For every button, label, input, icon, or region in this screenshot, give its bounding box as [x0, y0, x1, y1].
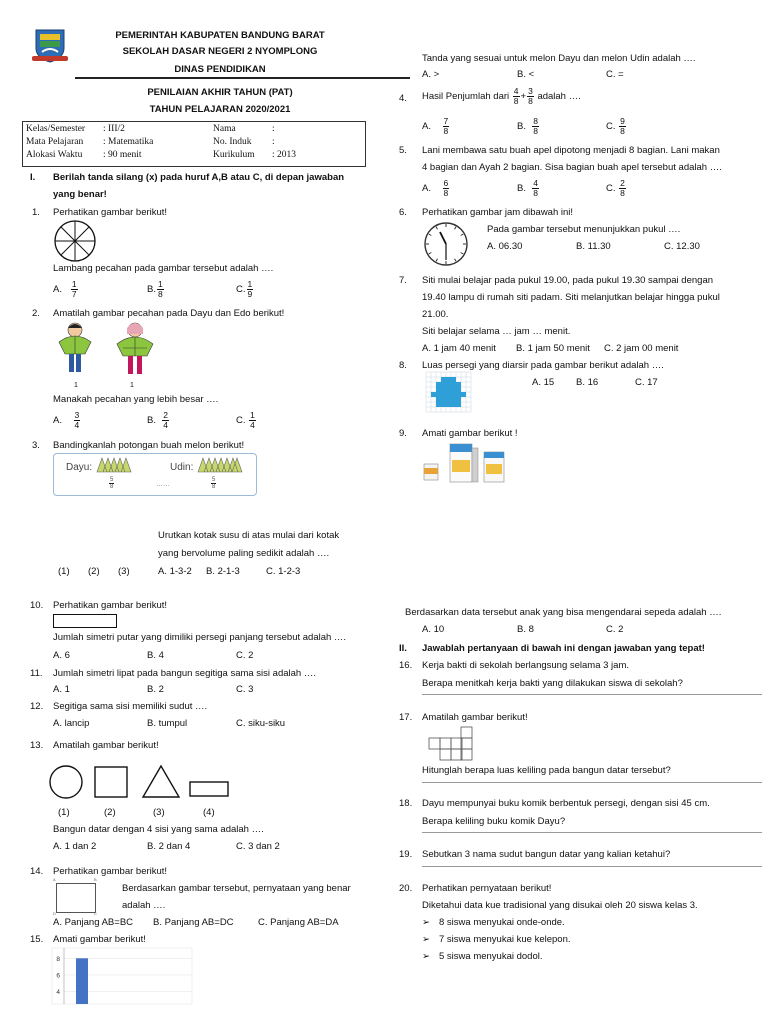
udin-fraction: $\frac{5}{8}$: [212, 477, 216, 490]
q14-option-c[interactable]: C. Panjang AB=DA: [258, 917, 339, 928]
q10-text: Perhatikan gambar berikut!: [53, 600, 168, 611]
q2-option-c[interactable]: C. $\frac{1}{4}$: [236, 410, 255, 430]
q7-number: 7.: [399, 275, 407, 286]
q14-text: Perhatikan gambar berikut!: [53, 866, 168, 877]
q13-option-c[interactable]: C. 3 dan 2: [236, 841, 280, 852]
q6-option-b[interactable]: B. 11.30: [576, 241, 611, 252]
kurikulum-label: Kurikulum: [213, 150, 255, 160]
q13-text: Amatilah gambar berikut!: [53, 740, 159, 751]
q9-number: 9.: [399, 428, 407, 439]
q2-option-a[interactable]: A. $\frac{3}{4}$: [53, 410, 80, 430]
q14-line1: Berdasarkan gambar tersebut, pernyataan yang benar: [122, 883, 351, 894]
q10-option-a[interactable]: A. 6: [53, 650, 70, 661]
school-logo: [30, 26, 70, 64]
q2-small-label1: 1: [74, 382, 78, 389]
q2-option-b[interactable]: B. $\frac{2}{4}$: [147, 410, 168, 430]
header-line2: SEKOLAH DASAR NEGERI 2 NYOMPLONG: [122, 46, 318, 57]
section2-text: Jawablah pertanyaan di bawah ini dengan jawaban yang tepat!: [422, 643, 705, 654]
squares-net-figure: [428, 726, 474, 767]
q15-number: 15.: [30, 934, 44, 945]
exam-year: TAHUN PELAJARAN 2020/2021: [149, 104, 291, 115]
q4-text: Hasil Penjumlah dari $\frac{4}{8}$ + $\frac{3}{8}$ adalah ….: [422, 86, 581, 106]
compare-dots: ……: [156, 481, 170, 488]
header-line3: DINAS PENDIDIKAN: [174, 64, 266, 75]
q17-question: Hitunglah berapa luas keliling pada bangun datar tersebut?: [422, 765, 671, 776]
q4-number: 4.: [399, 93, 407, 104]
mapel-label: Mata Pelajaran: [26, 137, 84, 147]
q9-option-b[interactable]: B. 2-1-3: [206, 566, 240, 577]
q20-bullet-3: ➢: [422, 951, 430, 962]
q13-option-b[interactable]: B. 2 dan 4: [147, 841, 191, 852]
chart-frame: [52, 948, 192, 1004]
q15-option-b[interactable]: B. 8: [517, 624, 534, 635]
q20-item-3: 5 siswa menyukai dodol.: [439, 951, 543, 962]
point-c-label: C: [94, 911, 97, 916]
q16-line1: Kerja bakti di sekolah berlangsung selama 3 jam.: [422, 660, 630, 671]
dayu-fraction: $\frac{5}{8}$: [110, 477, 114, 490]
q11-option-c[interactable]: C. 3: [236, 684, 254, 695]
q1-option-b[interactable]: B. $\frac{1}{8}$: [147, 279, 163, 299]
q7-line3: 21.00.: [422, 309, 449, 320]
q10-number: 10.: [30, 600, 44, 611]
q17-text: Amatilah gambar berikut!: [422, 712, 528, 723]
q7-option-b[interactable]: B. 1 jam 50 menit: [516, 343, 590, 354]
mapel-value: : Matematika: [103, 137, 154, 147]
nama-value: :: [272, 124, 275, 134]
q12-option-a[interactable]: A. lancip: [53, 718, 90, 729]
q20-bullet-1: ➢: [422, 917, 430, 928]
q13-number: 13.: [30, 740, 44, 751]
udin-label: Udin:: [170, 462, 194, 473]
q7-option-a[interactable]: A. 1 jam 40 menit: [422, 343, 496, 354]
induk-label: No. Induk: [213, 137, 252, 147]
pie-circle-figure: [53, 219, 97, 266]
q20-item-1: 8 siswa menyukai onde-onde.: [439, 917, 565, 928]
q9-option-a[interactable]: A. 1-3-2: [158, 566, 192, 577]
kelas-label: Kelas/Semester: [26, 124, 86, 134]
q16-line2: Berapa menitkah kerja bakti yang dilakukan siswa di sekolah?: [422, 678, 683, 689]
q8-option-c[interactable]: C. 17: [635, 377, 658, 388]
q15-text: Amati gambar berikut!: [53, 934, 146, 945]
q11-option-a[interactable]: A. 1: [53, 684, 70, 695]
q7-line4: Siti belajar selama … jam … menit.: [422, 326, 571, 337]
q14-option-a[interactable]: A. Panjang AB=BC: [53, 917, 134, 928]
bar-chart-svg: [52, 948, 192, 1004]
q11-text: Jumlah simetri lipat pada bangun segitiga sama sisi adalah ….: [53, 668, 316, 679]
q15-option-a[interactable]: A. 10: [422, 624, 445, 635]
q12-option-c[interactable]: C. siku-siku: [236, 718, 286, 729]
q14-option-b[interactable]: B. Panjang AB=DC: [153, 917, 234, 928]
q9-text: Amati gambar berikut !: [422, 428, 518, 439]
q8-option-a[interactable]: A. 15: [532, 377, 555, 388]
q2-number: 2.: [32, 308, 40, 319]
q7-line1: Siti mulai belajar pada pukul 19.00, pada pukul 19.30 sampai dengan: [422, 275, 714, 286]
q18-line1: Dayu mempunyai buku komik berbentuk persegi, dengan sisi 45 cm.: [422, 798, 710, 809]
kelas-value: : III/2: [103, 124, 125, 134]
q8-option-b[interactable]: B. 16: [576, 377, 599, 388]
shapes-figure: [48, 764, 238, 803]
q19-text: Sebutkan 3 nama sudut bangun datar yang kalian ketahui?: [422, 849, 671, 860]
q19-number: 19.: [399, 849, 413, 860]
q4-option-c[interactable]: C. $\frac{9}{8}$: [606, 116, 625, 136]
q13-question: Bangun datar dengan 4 sisi yang sama adalah ….: [53, 824, 264, 835]
q1-number: 1.: [32, 207, 40, 218]
q14-line2: adalah ….: [122, 900, 166, 911]
nama-label: Nama: [213, 124, 236, 134]
q8-text: Luas persegi yang diarsir pada gambar berikut adalah ….: [422, 360, 664, 371]
point-b-label: B: [94, 877, 97, 882]
q9-label2: (2): [88, 566, 100, 577]
q20-line2: Diketahui data kue tradisional yang disukai oleh 20 siswa kelas 3.: [422, 900, 698, 911]
q16-answer-line[interactable]: [422, 694, 762, 695]
q2-small-label2: 1: [130, 382, 134, 389]
q12-option-b[interactable]: B. tumpul: [147, 718, 188, 729]
q13-label3: (3): [153, 807, 165, 818]
abcd-rectangle-figure: [56, 883, 96, 913]
q18-number: 18.: [399, 798, 413, 809]
q5-option-a[interactable]: A. $\frac{6}{8}$: [422, 178, 449, 198]
q10-question: Jumlah simetri putar yang dimiliki persegi panjang tersebut adalah ….: [53, 632, 347, 643]
q9-label1: (1): [58, 566, 70, 577]
q3-text: Bandingkanlah potongan buah melon berikut!: [53, 440, 245, 451]
q5-line1: Lani membawa satu buah apel dipotong menjadi 8 bagian. Lani makan: [422, 145, 720, 156]
q12-number: 12.: [30, 701, 44, 712]
section1-text1: Berilah tanda silang (x) pada huruf A,B atau C, di depan jawaban: [53, 172, 345, 183]
chart-y-tick-label: 8: [56, 955, 60, 963]
q20-bullet-2: ➢: [422, 934, 430, 945]
q20-number: 20.: [399, 883, 413, 894]
q13-label2: (2): [104, 807, 116, 818]
q1-text: Perhatikan gambar berikut!: [53, 207, 168, 218]
q1-option-a[interactable]: A. $\frac{1}{7}$: [53, 279, 77, 299]
q15-question: Berdasarkan data tersebut anak yang bisa mengendarai sepeda adalah ….: [405, 607, 722, 618]
q20-text: Perhatikan pernyataan berikut!: [422, 883, 552, 894]
q6-number: 6.: [399, 207, 407, 218]
section2-number: II.: [399, 643, 407, 654]
q5-option-b[interactable]: B. $\frac{4}{8}$: [517, 178, 538, 198]
kurikulum-value: : 2013: [272, 150, 297, 160]
rectangle-figure: [53, 614, 117, 628]
q10-option-b[interactable]: B. 4: [147, 650, 164, 661]
children-fraction-figure: [55, 320, 160, 385]
chart-y-tick-label: 6: [56, 972, 60, 980]
q6-option-a[interactable]: A. 06.30: [487, 241, 523, 252]
q12-text: Segitiga sama sisi memiliki sudut ….: [53, 701, 208, 712]
q3-option-c[interactable]: C. =: [606, 69, 624, 80]
q5-option-c[interactable]: C. $\frac{2}{8}$: [606, 178, 625, 198]
clock-figure: [423, 221, 469, 270]
dayu-label: Dayu:: [66, 462, 93, 473]
q6-question: Pada gambar tersebut menunjukkan pukul ….: [487, 224, 681, 235]
q1-question: Lambang pecahan pada gambar tersebut adalah ….: [53, 263, 274, 274]
q13-label1: (1): [58, 807, 70, 818]
point-d-label: D: [53, 911, 56, 916]
q9-label3: (3): [118, 566, 130, 577]
q1-option-c[interactable]: C. $\frac{1}{9}$: [236, 279, 253, 299]
q10-option-c[interactable]: C. 2: [236, 650, 254, 661]
q2-text: Amatilah gambar pecahan pada Dayu dan Edo berikut!: [53, 308, 285, 319]
q13-label4: (4): [203, 807, 215, 818]
header-divider: [75, 77, 410, 79]
q6-option-c[interactable]: C. 12.30: [664, 241, 700, 252]
q18-line2: Berapa keliling buku komik Dayu?: [422, 816, 566, 827]
q13-option-a[interactable]: A. 1 dan 2: [53, 841, 97, 852]
waktu-label: Alokasi Waktu: [26, 150, 83, 160]
q8-number: 8.: [399, 360, 407, 371]
section1-text2: yang benar!: [53, 189, 107, 200]
waktu-value: : 90 menit: [103, 150, 142, 160]
q19-answer-line[interactable]: [422, 866, 762, 867]
udin-melon-slices: [198, 456, 242, 477]
q3-option-b[interactable]: B. <: [517, 69, 535, 80]
header-line1: PEMERINTAH KABUPATEN BANDUNG BARAT: [115, 30, 325, 41]
q17-number: 17.: [399, 712, 413, 723]
point-a-label: A: [53, 877, 56, 882]
q3-number: 3.: [32, 440, 40, 451]
milk-boxes-figure: [422, 442, 512, 487]
q9-line1: Urutkan kotak susu di atas mulai dari kotak: [158, 530, 340, 541]
q11-number: 11.: [30, 668, 43, 679]
q6-text: Perhatikan gambar jam dibawah ini!: [422, 207, 574, 218]
q3-option-a[interactable]: A. >: [422, 69, 440, 80]
induk-value: :: [272, 137, 275, 147]
q7-option-c[interactable]: C. 2 jam 00 menit: [604, 343, 679, 354]
q17-answer-line[interactable]: [422, 782, 762, 783]
q7-line2: 19.40 lampu di rumah siti padam. Siti melanjutkan belajar hingga pukul: [422, 292, 720, 303]
bar-chart: [52, 948, 192, 1004]
chart-bar: [76, 958, 88, 1004]
q14-number: 14.: [30, 866, 44, 877]
exam-title: PENILAIAN AKHIR TAHUN (PAT): [147, 87, 293, 98]
q16-number: 16.: [399, 660, 413, 671]
q15-option-c[interactable]: C. 2: [606, 624, 624, 635]
q4-option-a[interactable]: A. $\frac{7}{8}$: [422, 116, 449, 136]
section1-number: I.: [30, 172, 36, 183]
q9-option-c[interactable]: C. 1-2-3: [266, 566, 301, 577]
q5-line2: 4 bagian dan Ayah 2 bagian. Sisa bagian buah apel tersebut adalah ….: [422, 162, 722, 173]
q4-option-b[interactable]: B. $\frac{8}{8}$: [517, 116, 538, 136]
q20-item-2: 7 siswa menyukai kue kelepon.: [439, 934, 571, 945]
q18-answer-line[interactable]: [422, 832, 762, 833]
chart-y-tick-label: 4: [56, 989, 60, 997]
dayu-melon-slices: [97, 456, 131, 477]
q2-question: Manakah pecahan yang lebih besar ….: [53, 394, 219, 405]
q11-option-b[interactable]: B. 2: [147, 684, 164, 695]
q5-number: 5.: [399, 145, 407, 156]
q9-line2: yang bervolume paling sedikit adalah ….: [158, 548, 330, 559]
grid-house-figure: [426, 372, 471, 415]
q3-continued-text: Tanda yang sesuai untuk melon Dayu dan melon Udin adalah ….: [422, 53, 696, 64]
